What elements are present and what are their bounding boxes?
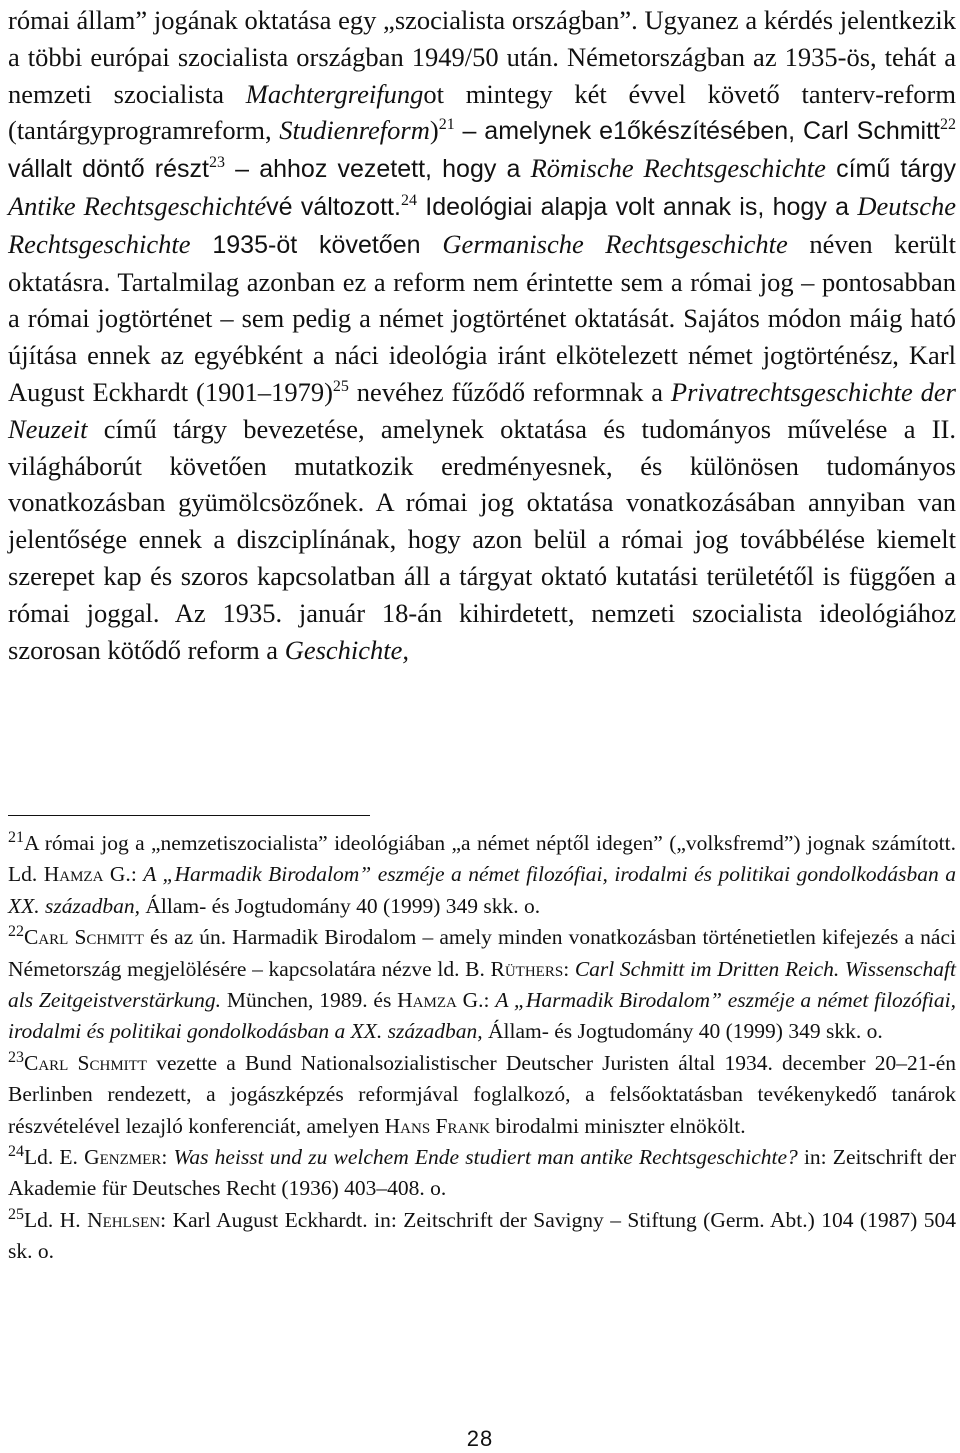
text-run: nevéhez fűződő reformnak a — [348, 376, 671, 407]
author-name: Genzmer — [84, 1145, 162, 1170]
text-run: vállalt döntő részt — [8, 155, 209, 184]
footnote-reference: 22 — [940, 116, 956, 134]
text-run: Ld. H. — [24, 1207, 88, 1232]
footnote-25 — [8, 1205, 956, 1268]
text-run: Állam- és Jogtudomány 40 (1999) 349 skk. o. — [140, 893, 541, 918]
text-run: : Karl August Eckhardt. in: Zeitschrift der Savigny – Stiftung (Germ. Abt.) 104 (1987) 504 sk. o. — [8, 1207, 956, 1264]
footnote-23 — [8, 1048, 956, 1142]
footnote-number: 25 — [8, 1205, 24, 1223]
text-run: – amelynek e1őkészítésében, Carl Schmitt — [454, 117, 940, 146]
text-run: Ideológiai alapja volt annak is, hogy a — [416, 192, 858, 221]
author-name: Rüthers — [490, 956, 564, 981]
italic-text: Was heisst und zu welchem Ende studiert man antike Rechtsgeschichte? — [173, 1145, 798, 1170]
body-paragraph — [8, 2, 956, 668]
text-run: A római jog a „nemzetiszocialista” ideológiában „a német néptől idegen” („volksfremd”) jognak számított. Ld. — [8, 831, 956, 887]
footnote-reference: 23 — [208, 154, 225, 172]
footnote-24 — [8, 1142, 956, 1205]
text-run: München, 1989. és — [221, 988, 398, 1013]
page-number: 28 — [466, 1426, 494, 1451]
author-name: Nehlsen — [87, 1207, 161, 1232]
italic-text: Carl Schmitt im Dritten Reich. Wissenschaft als Zeitgeistverstärkung. — [8, 956, 956, 1013]
italic-text: Germanische Rechtsgeschichte — [442, 228, 788, 259]
italic-text: Machtergreifung — [245, 78, 424, 109]
italic-text: A „Harmadik Birodalom” eszméje a német filozófiai, irodalmi és politikai gondolkodásban a XX. században, — [8, 988, 956, 1044]
footnote-reference: 24 — [400, 192, 417, 210]
footnote-number: 24 — [8, 1142, 24, 1160]
text-run: birodalmi miniszter elnökölt. — [490, 1113, 746, 1138]
text-run: Ld. E. — [24, 1145, 85, 1170]
footnote-reference: 21 — [438, 116, 455, 134]
text-run: – ahhoz vezetett, hogy a — [224, 155, 531, 184]
footnote-reference: 25 — [332, 378, 349, 396]
author-name: Hans Frank — [384, 1113, 491, 1138]
author-name: Hamza G. — [397, 988, 484, 1013]
text-run: ) — [429, 115, 439, 146]
text-run: 1935-öt követően — [190, 230, 443, 259]
text-run: római állam” jogának oktatása egy „szocialista országban”. Ugyanez a kérdés jelentkezik a többi európai szocialista országban 1949/50 után. Németországban az 1935-ös, tehát a nemzeti szocialista — [8, 5, 956, 109]
footnote-number: 21 — [8, 828, 24, 846]
footnote-separator — [8, 815, 370, 816]
italic-text: Studienreform — [279, 115, 430, 146]
italic-text: Geschichte, — [284, 634, 410, 665]
footnote-22 — [8, 922, 956, 1048]
author-name: Carl Schmitt — [24, 1050, 147, 1075]
text-run: Állam- és Jogtudomány 40 (1999) 349 skk. o. — [482, 1019, 883, 1044]
text-run: : — [161, 1145, 174, 1170]
author-name: Hamza G. — [43, 862, 131, 887]
text-run: és az ún. Harmadik Birodalom – amely minden vonatkozásban történetietlen kifejezés a náci Németország megjelölésére – kapcsolatára nézve ld. B. — [8, 925, 956, 981]
text-run: vezette a Bund Nationalsozialistischer Deutscher Juristen által 1934. december 20–21-én Berlinben rendezett, a jogászképzés reformjával foglalkozó, a felsőoktatásban tevékenykedő tanárok részvételével lezajló konferenciát, amelyen — [8, 1050, 956, 1138]
text-run: in: Zeitschrift der Akademie für Deutsches Recht (1936) 403–408. o. — [8, 1145, 956, 1201]
text-run: : — [563, 956, 575, 981]
author-name: Carl Schmitt — [24, 925, 144, 950]
text-run: : — [483, 988, 496, 1013]
italic-text: Antike Rechtsgeschichté — [8, 190, 267, 221]
text-run: néven került oktatásra. Tartalmilag azonban ez a reform nem érintette sem a római jog – pontosabban a római jogtörténet – sem pedig a német jogtörténet oktatását. Sajátos módon máig ható újítása ennek az egyébként a náci ideológia iránt elkötelezett német jogtörténész, Karl August Eckhardt (1901–1979) — [8, 228, 956, 407]
text-run: vé változott. — [266, 192, 401, 221]
italic-text: Deutsche Rechtsgeschichte — [8, 190, 956, 259]
text-run: : — [130, 862, 144, 887]
footnote-21 — [8, 828, 956, 922]
italic-text: Privatrechtsgeschichte der Neuzeit — [8, 376, 956, 444]
footnotes — [8, 828, 956, 1268]
text-run: ot mintegy két évvel követő tanterv-reform (tantárgyprogramreform, — [8, 78, 956, 146]
footnote-number: 22 — [8, 923, 24, 941]
italic-text: Römische Rechtsgeschichte — [530, 153, 826, 184]
text-run: című tárgy — [825, 155, 956, 184]
text-run: című tárgy bevezetése, amelynek oktatása és tudományos művelése a II. világháborút követően mutatkozik eredményesnek, és különösen tudományos vonatkozásban gyümölcsözőnek. A római jog oktatása vonatkozásában annyiban van jelentősége ennek a diszciplínának, hogy azon belül a római jog továbbélése kiemelt szerepet kap és szoros kapcsolatban áll a tárgyat oktató kutatási területétől is függően a római joggal. Az 1935. január 18-án kihirdetett, nemzeti szocialista ideológiához szorosan kötődő reform a — [8, 413, 956, 665]
italic-text: A „Harmadik Birodalom” eszméje a német filozófiai, irodalmi és politikai gondolkodásban a XX. században, — [8, 862, 956, 918]
footnote-number: 23 — [8, 1048, 24, 1066]
